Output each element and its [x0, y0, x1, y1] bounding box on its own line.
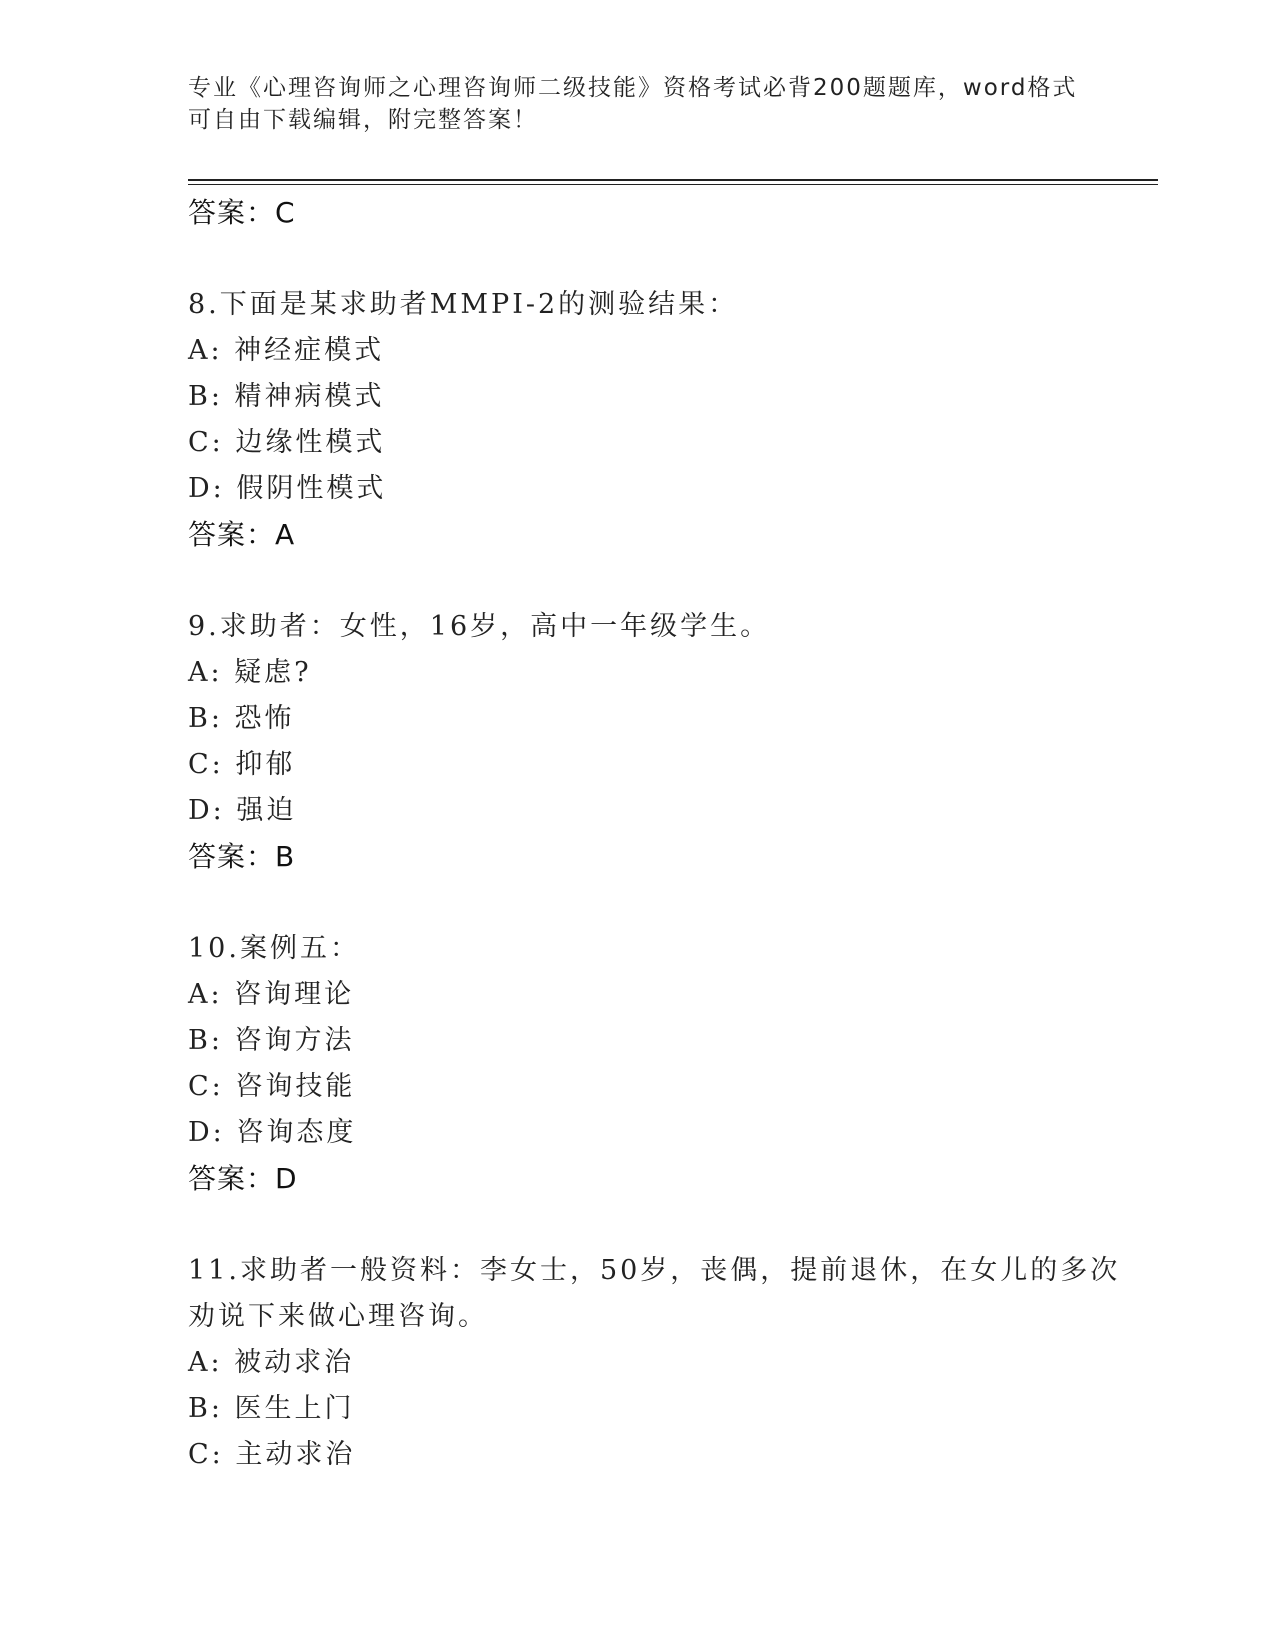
question-answer: 答案：A — [188, 518, 296, 551]
header-divider-thin — [188, 184, 1158, 185]
option-a: A: 咨询理论 — [188, 979, 355, 1010]
document-header — [188, 72, 1088, 136]
option-a: A: 被动求治 — [188, 1347, 355, 1378]
option-d: D: 假阴性模式 — [188, 473, 387, 504]
question-block-8 — [188, 282, 1138, 558]
option-d: D: 强迫 — [188, 795, 297, 826]
option-b: B: 咨询方法 — [188, 1025, 355, 1056]
question-stem-line: 劝说下来做心理咨询。 — [188, 1301, 488, 1332]
option-c: C: 抑郁 — [188, 749, 296, 780]
option-c: C: 主动求治 — [188, 1439, 356, 1470]
spacer — [188, 1202, 1138, 1248]
question-block-10 — [188, 926, 1138, 1202]
question-stem-line: 10.案例五： — [188, 933, 360, 964]
option-c: C: 咨询技能 — [188, 1071, 356, 1102]
option-b: B: 医生上门 — [188, 1393, 355, 1424]
question-stem — [188, 282, 1138, 328]
header-divider-thick — [188, 179, 1158, 181]
option-a: A: 疑虑? — [188, 657, 312, 688]
question-stem — [188, 926, 1138, 972]
question-answer: 答案：D — [188, 1162, 298, 1195]
question-stem — [188, 1248, 1138, 1340]
question-stem-line: 8.下面是某求助者MMPI-2的测验结果： — [188, 289, 739, 320]
spacer — [188, 236, 1138, 282]
option-d: D: 咨询态度 — [188, 1117, 357, 1148]
question-stem — [188, 604, 1138, 650]
question-stem-line: 11.求助者一般资料：李女士，50岁，丧偶，提前退休，在女儿的多次 — [188, 1255, 1121, 1286]
option-c: C: 边缘性模式 — [188, 427, 386, 458]
previous-answer: 答案：C — [188, 196, 296, 229]
header-line-2: 可自由下载编辑，附完整答案！ — [188, 107, 538, 133]
header-line-1: 专业《心理咨询师之心理咨询师二级技能》资格考试必背200题题库，word格式 — [188, 75, 1078, 101]
question-block-9 — [188, 604, 1138, 880]
question-list — [188, 190, 1138, 1478]
option-b: B: 恐怖 — [188, 703, 295, 734]
spacer — [188, 558, 1138, 604]
spacer — [188, 880, 1138, 926]
option-b: B: 精神病模式 — [188, 381, 385, 412]
question-block-11 — [188, 1248, 1138, 1478]
question-stem-line: 9.求助者：女性，16岁，高中一年级学生。 — [188, 611, 771, 642]
option-a: A: 神经症模式 — [188, 335, 385, 366]
question-answer: 答案：B — [188, 840, 296, 873]
